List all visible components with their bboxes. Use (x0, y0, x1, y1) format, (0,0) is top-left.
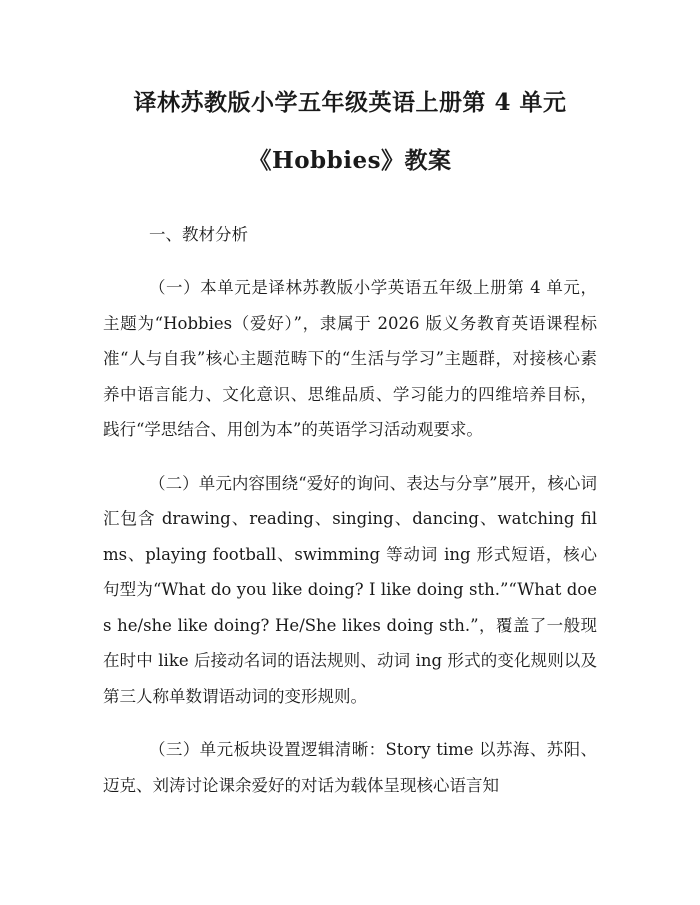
document-title-line-1: 译林苏教版小学五年级英语上册第 4 单元 (133, 89, 567, 116)
paragraph-3: （三）单元板块设置逻辑清晰：Story time 以苏海、苏阳、迈克、刘涛讨论课余爱好的对话为载体呈现核心语言知 (103, 740, 597, 795)
paragraph-1: （一）本单元是译林苏教版小学英语五年级上册第 4 单元，主题为“Hobbies（爱好）”，隶属于 2026 版义务教育英语课程标准“人与自我”核心主题范畴下的“生活与学习”主题群，对接核心素养中语言能力、文化意识、思维品质、学习能力的四维培养目标，践行“学思结合、用创为本”的英语学习活动观要求。 (103, 278, 597, 439)
document-title-line-2: 《Hobbies》教案 (248, 147, 452, 174)
paragraph-2: （二）单元内容围绕“爱好的询问、表达与分享”展开，核心词汇包含 drawing、reading、singing、dancing、watching films、playing football、swimming 等动词 ing 形式短语，核心句型为“What do you like doing? I like doing sth.”“What does he/she like doing? He/She likes doing sth.”，覆盖了一般现在时中 like 后接动名词的语法规则、动词 ing 形式的变化规则以及第三人称单数谓语动词的变形规则。 (103, 473, 597, 706)
section-heading-textbook-analysis: 一、教材分析 (149, 225, 248, 244)
